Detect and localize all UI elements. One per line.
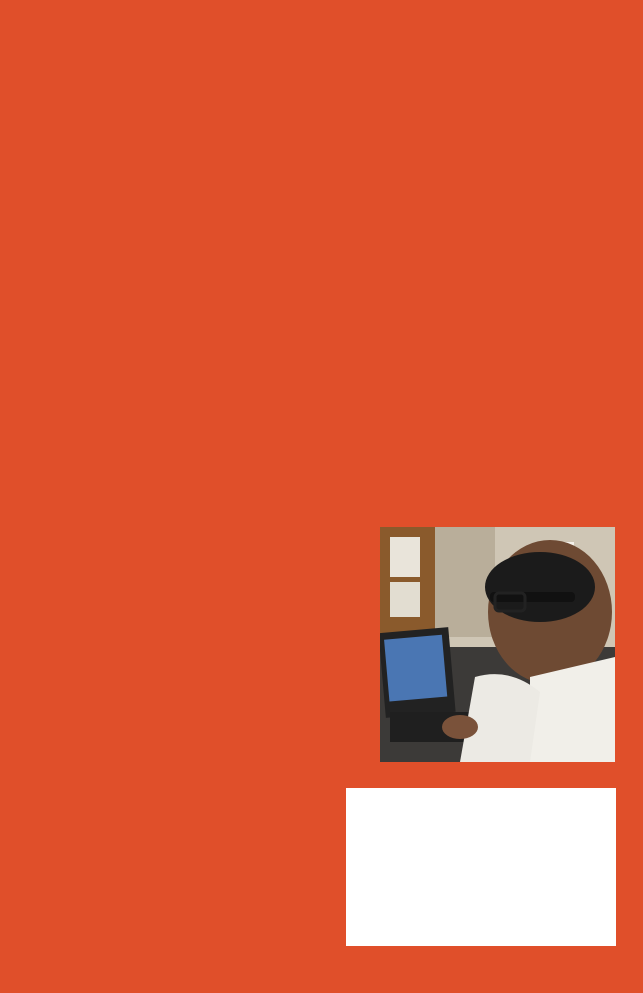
isbn-barcode bbox=[346, 788, 616, 946]
barcode-bars bbox=[346, 788, 616, 946]
author-photo bbox=[380, 527, 615, 762]
